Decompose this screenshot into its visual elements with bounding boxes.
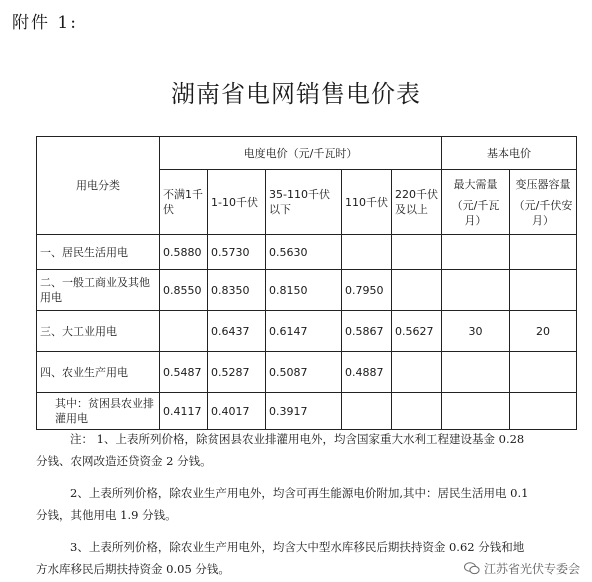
attachment-label: 附件 1: bbox=[12, 13, 78, 33]
voltage-header: 110千伏 bbox=[342, 170, 392, 235]
basic-header-unit: （元/千瓦月） bbox=[451, 198, 500, 227]
basic-price-header: 基本电价 bbox=[442, 137, 577, 170]
price-cell: 0.4117 bbox=[160, 393, 208, 430]
price-cell bbox=[442, 352, 510, 393]
row-category: 一、居民生活用电 bbox=[37, 235, 160, 270]
price-cell: 0.8550 bbox=[160, 270, 208, 311]
price-cell: 0.4887 bbox=[342, 352, 392, 393]
price-cell: 0.5627 bbox=[392, 311, 442, 352]
note-line: 2、上表所列价格，除农业生产用电外，均含可再生能源电价附加,其中：居民生活用电 0.1 bbox=[70, 486, 529, 500]
price-cell: 30 bbox=[442, 311, 510, 352]
price-cell bbox=[392, 235, 442, 270]
price-cell bbox=[510, 235, 577, 270]
table-row bbox=[37, 311, 577, 352]
table-row bbox=[37, 393, 577, 430]
price-cell: 20 bbox=[510, 311, 577, 352]
price-cell: 0.5867 bbox=[342, 311, 392, 352]
table-row bbox=[37, 235, 577, 270]
table-row bbox=[37, 270, 577, 311]
price-cell: 0.5880 bbox=[160, 235, 208, 270]
price-cell: 0.7950 bbox=[342, 270, 392, 311]
price-cell bbox=[392, 393, 442, 430]
watermark bbox=[460, 559, 584, 578]
price-cell bbox=[160, 311, 208, 352]
note-line: 分钱，其他用电 1.9 分钱。 bbox=[36, 508, 177, 522]
price-cell bbox=[510, 393, 577, 430]
note-line: 方水库移民后期扶持资金 0.05 分钱。 bbox=[36, 562, 230, 576]
price-cell: 0.3917 bbox=[266, 393, 342, 430]
basic-header-unit: （元/千伏安月） bbox=[513, 198, 573, 227]
basic-header-name: 变压器容量 bbox=[515, 177, 571, 191]
price-cell: 0.4017 bbox=[208, 393, 266, 430]
price-cell bbox=[442, 393, 510, 430]
price-cell: 0.5630 bbox=[266, 235, 342, 270]
price-cell bbox=[510, 352, 577, 393]
price-cell: 0.5287 bbox=[208, 352, 266, 393]
voltage-header: 1-10千伏 bbox=[208, 170, 266, 235]
basic-header-name: 最大需量 bbox=[453, 177, 498, 191]
price-cell: 0.6147 bbox=[266, 311, 342, 352]
price-cell: 0.8350 bbox=[208, 270, 266, 311]
note-1 bbox=[36, 428, 576, 472]
voltage-header: 220千伏及以上 bbox=[392, 170, 442, 235]
price-cell bbox=[342, 235, 392, 270]
note-line: 注： 1、上表所列价格，除贫困县农业排灌用电外，均含国家重大水利工程建设基金 0.28 bbox=[70, 432, 525, 446]
price-cell bbox=[342, 393, 392, 430]
table-row bbox=[37, 352, 577, 393]
price-cell: 0.8150 bbox=[266, 270, 342, 311]
price-cell: 0.5730 bbox=[208, 235, 266, 270]
voltage-header: 不满1千伏 bbox=[160, 170, 208, 235]
energy-price-header: 电度电价（元/千瓦时） bbox=[160, 137, 442, 170]
transformer-capacity-header bbox=[510, 170, 577, 235]
price-table bbox=[36, 136, 577, 430]
note-line: 分钱、农网改造还贷资金 2 分钱。 bbox=[36, 454, 212, 468]
row-category: 三、大工业用电 bbox=[37, 311, 160, 352]
wechat-icon bbox=[464, 562, 480, 575]
price-cell: 0.5487 bbox=[160, 352, 208, 393]
note-line: 3、上表所列价格，除农业生产用电外，均含大中型水库移民后期扶持资金 0.62 分钱和地 bbox=[70, 540, 525, 554]
price-cell: 0.5087 bbox=[266, 352, 342, 393]
page-title: 湖南省电网销售电价表 bbox=[171, 80, 421, 108]
price-cell bbox=[442, 270, 510, 311]
row-category: 四、农业生产用电 bbox=[37, 352, 160, 393]
row-category: 二、一般工商业及其他用电 bbox=[37, 270, 160, 311]
max-demand-header bbox=[442, 170, 510, 235]
category-header: 用电分类 bbox=[37, 137, 160, 235]
price-cell bbox=[392, 270, 442, 311]
price-cell: 0.6437 bbox=[208, 311, 266, 352]
watermark-text: 江苏省光伏专委会 bbox=[483, 562, 580, 576]
note-2 bbox=[36, 482, 576, 526]
price-cell bbox=[510, 270, 577, 311]
row-category: 其中：贫困县农业排灌用电 bbox=[37, 393, 160, 430]
price-cell bbox=[392, 352, 442, 393]
voltage-header: 35-110千伏以下 bbox=[266, 170, 342, 235]
price-cell bbox=[442, 235, 510, 270]
